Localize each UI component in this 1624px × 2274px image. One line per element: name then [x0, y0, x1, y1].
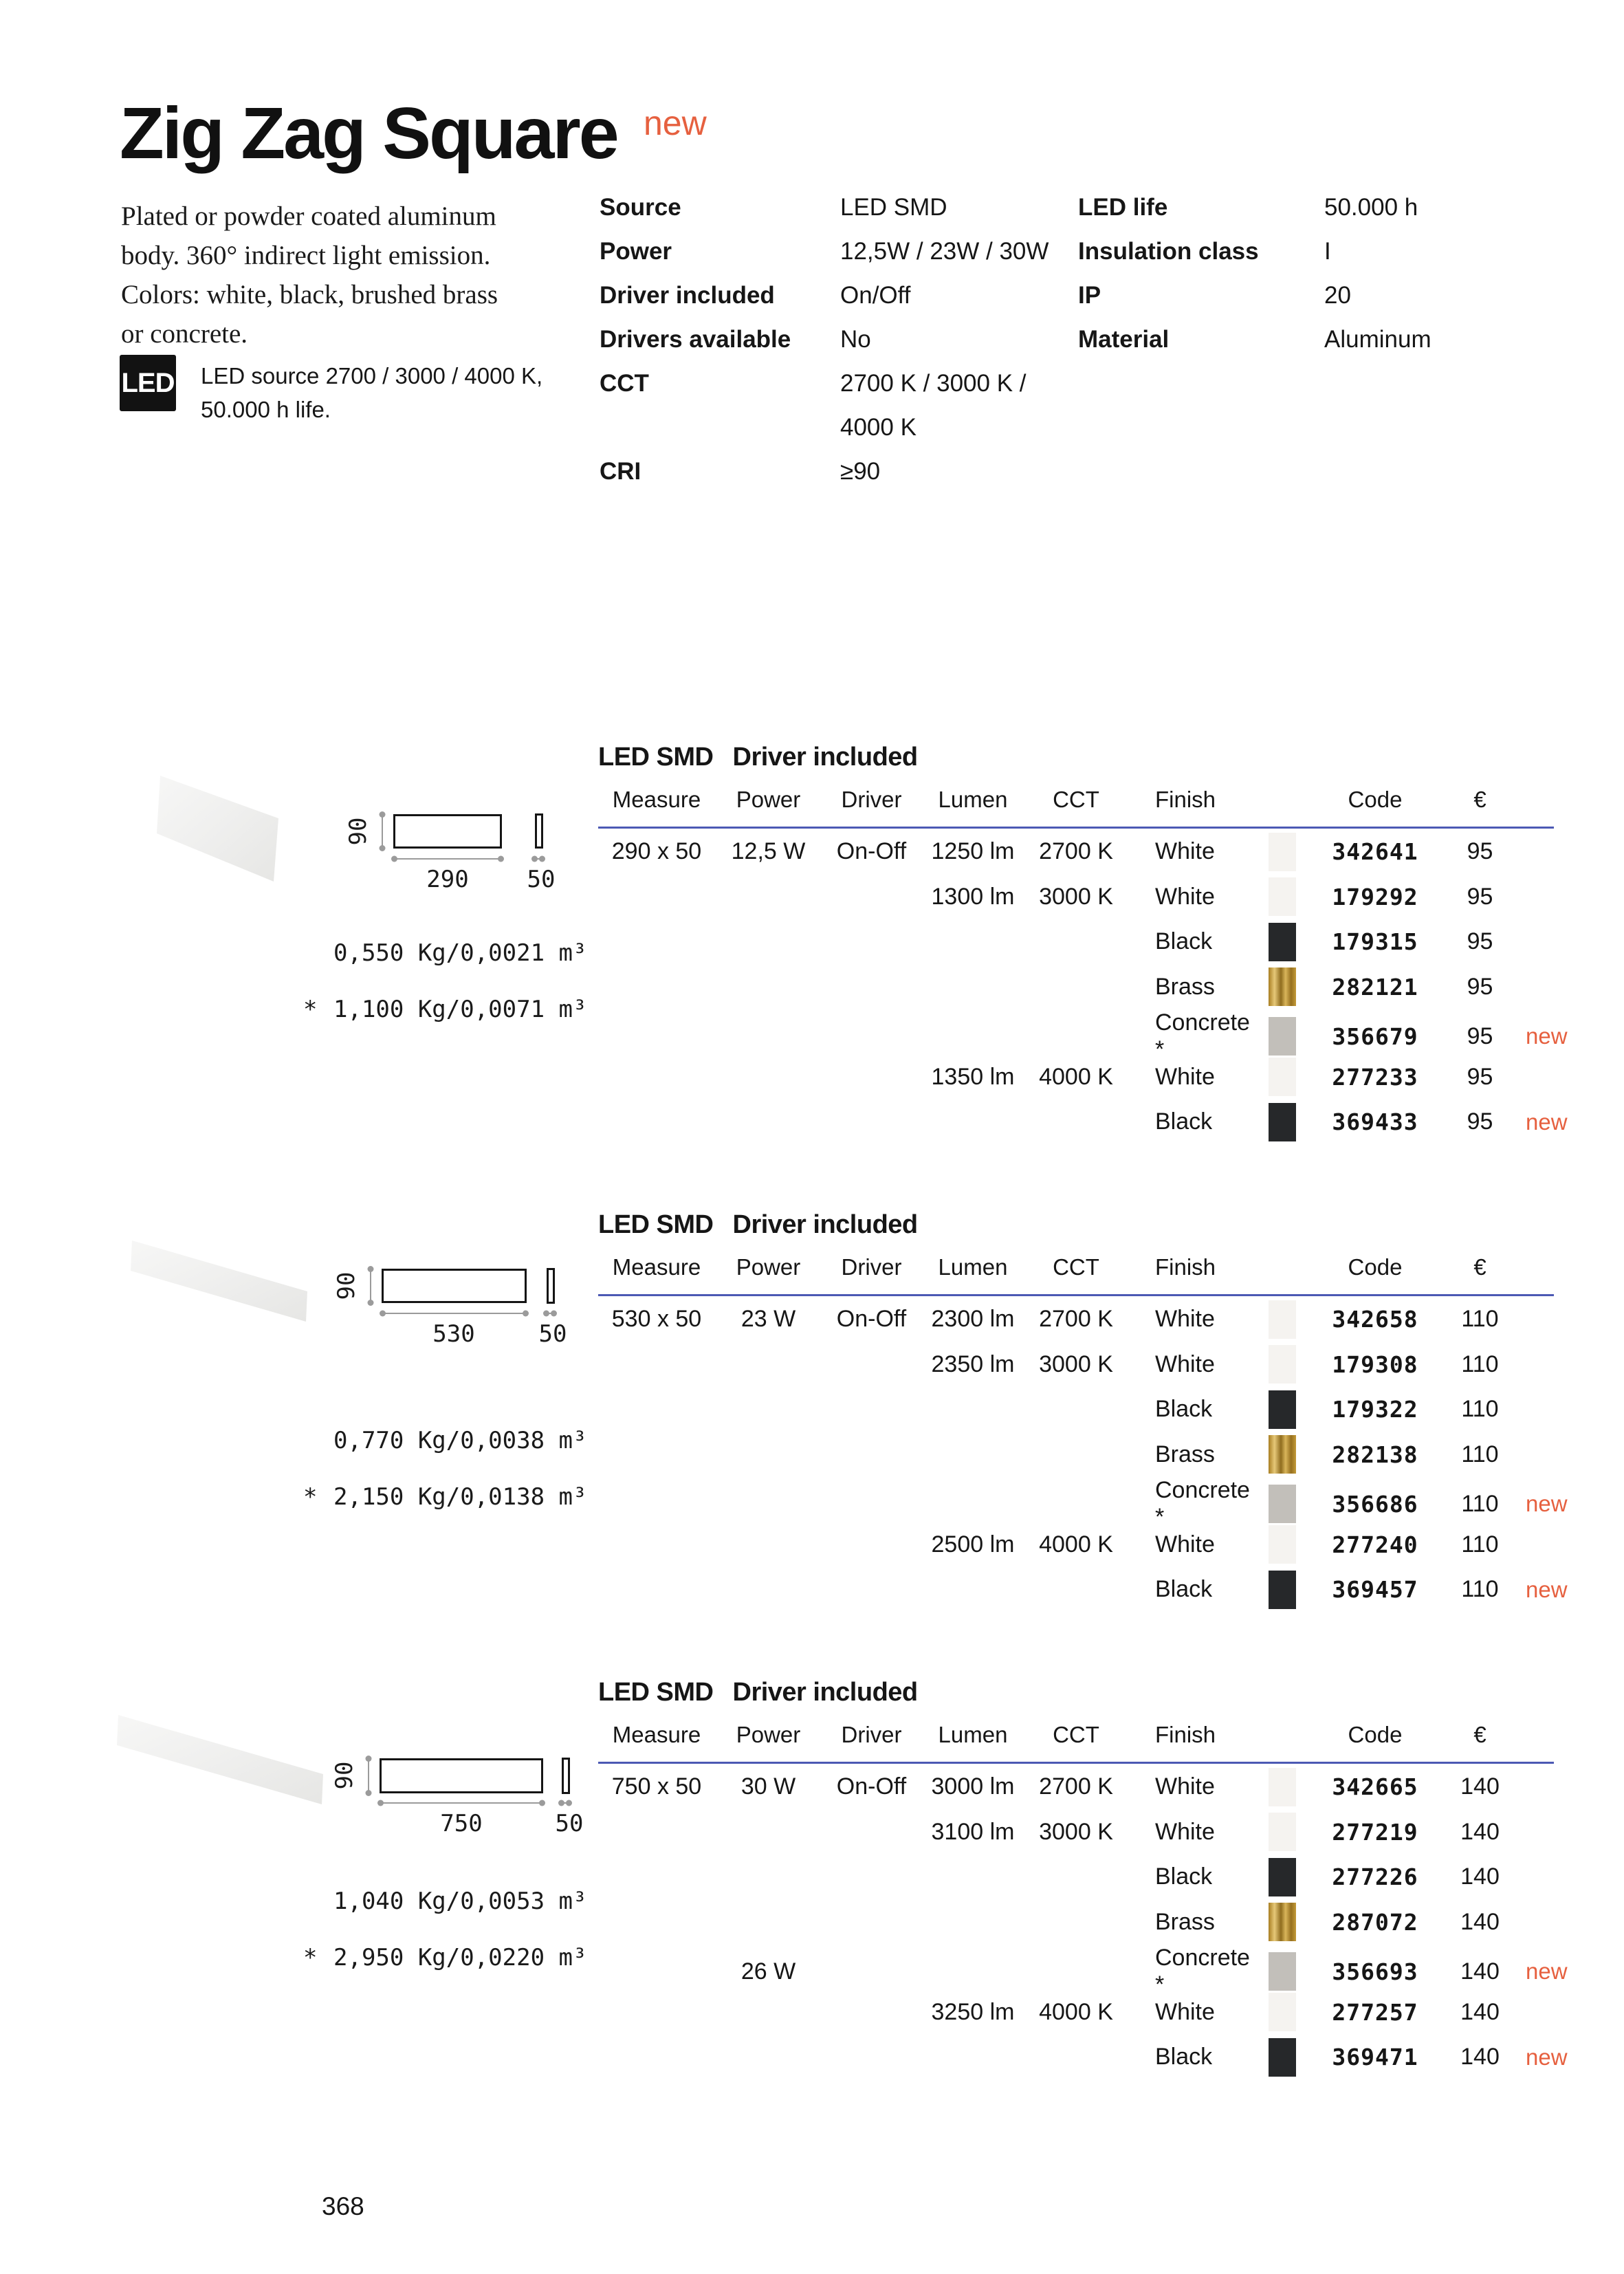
spec-value: No: [840, 326, 871, 353]
cell-finish: Black: [1155, 928, 1213, 955]
cell-finish: Black: [1155, 1863, 1213, 1890]
cell-finish: White: [1155, 883, 1215, 910]
table-header: [598, 787, 1602, 813]
spec-label: LED life: [1078, 194, 1168, 221]
table-rows: [598, 1764, 1602, 2080]
white-swatch: [1269, 1058, 1296, 1096]
table-row: [598, 1945, 1602, 1998]
cell-measure: 530 x 50: [611, 1306, 702, 1333]
cell-finish: White: [1155, 1818, 1215, 1845]
cell-lumen: 2300 lm: [931, 1306, 1015, 1333]
new-tag: new: [1526, 1108, 1568, 1135]
spec-label: Insulation class: [1078, 238, 1259, 265]
cell-cct: 3000 K: [1039, 1351, 1113, 1377]
cell-power: 30 W: [740, 1773, 796, 1800]
cell-price: 95: [1467, 928, 1493, 955]
column-header: Driver: [841, 1254, 902, 1280]
cell-cct: 4000 K: [1039, 1531, 1113, 1557]
black-swatch: [1269, 1103, 1296, 1141]
column-header: Driver: [841, 787, 902, 812]
cell-power: 12,5 W: [731, 838, 806, 865]
cell-code: 277226: [1332, 1863, 1418, 1891]
table-row: [598, 1387, 1602, 1432]
spec-label: CCT: [600, 370, 649, 397]
weight-gross: * 2,150 Kg/0,0138 m³: [303, 1483, 587, 1511]
height-dim-label: 90: [333, 1271, 360, 1300]
depth-dim-label: 50: [555, 1810, 584, 1837]
cell-code: 179315: [1332, 928, 1418, 956]
table-row: [598, 1297, 1602, 1342]
table-row: [598, 1855, 1602, 1900]
table-rows: [598, 1297, 1602, 1612]
spec-label: Material: [1078, 326, 1170, 353]
white-swatch: [1269, 1813, 1296, 1851]
cell-lumen: 1350 lm: [931, 1063, 1015, 1090]
cell-cct: 2700 K: [1039, 1306, 1113, 1333]
black-swatch: [1269, 1571, 1296, 1609]
cell-finish: Black: [1155, 1108, 1213, 1135]
cell-cct: 3000 K: [1039, 883, 1113, 910]
depth-dim-label: 50: [527, 866, 556, 893]
spec-label: Driver included: [600, 282, 775, 309]
cell-price: 140: [1460, 1863, 1500, 1890]
brass-swatch: [1269, 967, 1296, 1006]
table-row: [598, 1764, 1602, 1810]
cell-price: 110: [1461, 1396, 1499, 1423]
cell-finish: Concrete *: [1155, 1945, 1250, 1998]
column-header: Measure: [612, 1254, 701, 1280]
cell-finish: Black: [1155, 1576, 1213, 1603]
description-line: body. 360° indirect light emission.: [121, 241, 491, 270]
cell-finish: Concrete *: [1155, 1009, 1250, 1062]
finish-swatch-cell: [1251, 1300, 1313, 1339]
cell-power: 23 W: [740, 1306, 796, 1333]
cell-code: 179292: [1332, 883, 1418, 910]
spec-value: Aluminum: [1324, 326, 1431, 353]
black-swatch: [1269, 2038, 1296, 2077]
height-dim-label: 90: [344, 817, 372, 846]
cell-price: 95: [1467, 1108, 1493, 1135]
column-header: Code: [1348, 1722, 1403, 1747]
weight-gross: * 1,100 Kg/0,0071 m³: [303, 996, 587, 1023]
cell-price: 110: [1461, 1531, 1499, 1557]
column-header: CCT: [1053, 1254, 1099, 1280]
height-dim-line: [382, 814, 383, 849]
cell-code: 356679: [1332, 1023, 1418, 1050]
description-line: Plated or powder coated aluminum: [121, 201, 496, 231]
black-swatch: [1269, 1390, 1296, 1429]
finish-swatch-cell: [1251, 1058, 1313, 1096]
cell-code: 282121: [1332, 973, 1418, 1001]
description-line: or concrete.: [121, 319, 248, 349]
cell-code: 369471: [1332, 2044, 1418, 2071]
column-header: Lumen: [938, 1254, 1008, 1280]
cell-lumen: 3000 lm: [931, 1773, 1015, 1800]
product-photo: [127, 1234, 313, 1334]
product-photo: [144, 769, 282, 893]
column-header: [1251, 1722, 1313, 1748]
finish-swatch-cell: [1251, 1858, 1313, 1896]
spec-value: On/Off: [840, 282, 911, 309]
cell-cct: 4000 K: [1039, 1063, 1113, 1090]
table-header: [598, 1254, 1602, 1280]
cell-price: 140: [1460, 1773, 1500, 1800]
cell-finish: White: [1155, 1531, 1215, 1557]
finish-swatch-cell: [1251, 1525, 1313, 1564]
led-badge: [120, 355, 176, 411]
white-swatch: [1269, 1768, 1296, 1806]
asterisk: *: [303, 1483, 318, 1511]
length-dim-line: [393, 858, 502, 860]
cell-lumen: 3100 lm: [931, 1818, 1015, 1845]
weights: [303, 1888, 587, 1971]
length-dim-line: [380, 1802, 543, 1804]
table-row: [598, 1432, 1602, 1478]
table-row: [598, 965, 1602, 1010]
cell-finish: Brass: [1155, 1441, 1215, 1467]
new-tag: new: [1526, 1491, 1568, 1516]
cell-cct: 4000 K: [1039, 1998, 1113, 2025]
brass-swatch: [1269, 1903, 1296, 1941]
length-dim-line: [382, 1313, 527, 1314]
cell-price: 140: [1460, 2044, 1500, 2070]
new-tag: new: [1526, 1958, 1568, 1984]
cell-cct: 2700 K: [1039, 838, 1113, 865]
product-section: [0, 1196, 1624, 1664]
cell-measure: 290 x 50: [611, 838, 702, 865]
table-row: [598, 1055, 1602, 1100]
length-dim-label: 290: [426, 866, 469, 893]
column-header: Code: [1348, 1254, 1403, 1280]
depth-dim-line: [545, 1313, 555, 1314]
height-dim-label: 90: [331, 1761, 358, 1790]
cell-driver: On-Off: [836, 838, 907, 865]
cell-code: 369433: [1332, 1108, 1418, 1136]
spec-value: 20: [1324, 282, 1351, 309]
weight-net: 0,770 Kg/0,0038 m³: [333, 1427, 587, 1454]
finish-swatch-cell: [1251, 1768, 1313, 1806]
column-header: [1523, 1722, 1602, 1748]
spec-value: 50.000 h: [1324, 194, 1418, 221]
table-header: [598, 1722, 1602, 1748]
finish-swatch-cell: [1251, 877, 1313, 916]
description-line: Colors: white, black, brushed brass: [121, 280, 498, 309]
cell-finish: White: [1155, 838, 1215, 865]
cell-code: 179322: [1332, 1396, 1418, 1423]
cell-finish: White: [1155, 1998, 1215, 2025]
led-badge-text-line: 50.000 h life.: [201, 397, 331, 422]
column-header: Power: [736, 1254, 801, 1280]
cell-code: 369457: [1332, 1576, 1418, 1604]
cell-finish: Black: [1155, 1396, 1213, 1423]
white-swatch: [1269, 1525, 1296, 1564]
header-rule: [598, 1294, 1554, 1296]
cell-finish: Brass: [1155, 973, 1215, 1000]
finish-swatch-cell: [1251, 1435, 1313, 1474]
concrete-swatch: [1269, 1017, 1296, 1056]
finish-swatch-cell: [1251, 2038, 1313, 2077]
depth-dim-label: 50: [538, 1320, 567, 1348]
front-view: [380, 1758, 543, 1793]
spec-label: IP: [1078, 282, 1101, 309]
page-title: Zig Zag Square: [120, 93, 617, 174]
spec-value: 12,5W / 23W / 30W: [840, 238, 1049, 265]
height-dim-line: [368, 1758, 369, 1793]
concrete-swatch: [1269, 1485, 1296, 1523]
table-row: [598, 919, 1602, 965]
white-swatch: [1269, 1300, 1296, 1339]
side-view: [535, 813, 543, 849]
cell-price: 110: [1461, 1306, 1499, 1333]
new-tag: new: [1526, 1023, 1568, 1049]
finish-swatch-cell: [1251, 967, 1313, 1006]
asterisk: *: [303, 996, 318, 1023]
front-view: [393, 814, 502, 849]
table-row: [598, 1900, 1602, 1945]
table-row: [598, 1477, 1602, 1530]
cell-code: 356686: [1332, 1490, 1418, 1518]
column-header: Measure: [612, 1722, 701, 1747]
concrete-swatch: [1269, 1952, 1296, 1991]
weights: [303, 1427, 587, 1511]
finish-swatch-cell: [1251, 1903, 1313, 1941]
cell-price: 110: [1461, 1490, 1499, 1517]
cell-finish: Black: [1155, 2044, 1213, 2070]
column-header: [1523, 1254, 1602, 1280]
white-swatch: [1269, 1345, 1296, 1384]
finish-swatch-cell: [1251, 833, 1313, 871]
white-swatch: [1269, 877, 1296, 916]
table-rows: [598, 829, 1602, 1145]
cell-lumen: 2500 lm: [931, 1531, 1015, 1557]
cell-code: 287072: [1332, 1908, 1418, 1936]
led-badge-text-line: LED source 2700 / 3000 / 4000 K,: [201, 363, 543, 389]
section-title: LED SMD Driver included: [598, 1210, 918, 1239]
section-title: LED SMD Driver included: [598, 1678, 918, 1707]
cell-code: 277240: [1332, 1531, 1418, 1558]
column-header: Power: [736, 787, 801, 812]
depth-dim-line: [560, 1802, 570, 1804]
cell-price: 140: [1460, 1908, 1500, 1935]
product-section: [0, 729, 1624, 1196]
black-swatch: [1269, 1858, 1296, 1896]
section-title: LED SMD Driver included: [598, 743, 918, 772]
cell-cct: 3000 K: [1039, 1818, 1113, 1845]
cell-code: 356693: [1332, 1958, 1418, 1985]
finish-swatch-cell: [1251, 1103, 1313, 1141]
brass-swatch: [1269, 1435, 1296, 1474]
side-view: [562, 1758, 570, 1794]
table-row: [598, 1342, 1602, 1388]
column-header: Power: [736, 1722, 801, 1747]
side-view: [547, 1268, 555, 1304]
product-description: [121, 197, 498, 353]
cell-price: 140: [1460, 1958, 1500, 1985]
column-header: [1523, 787, 1602, 813]
weight-gross: * 2,950 Kg/0,0220 m³: [303, 1944, 587, 1971]
header-rule: [598, 1762, 1554, 1764]
spec-value: ≥90: [840, 458, 881, 485]
table-row: [598, 2035, 1602, 2080]
spec-value: I: [1324, 238, 1331, 265]
white-swatch: [1269, 833, 1296, 871]
cell-driver: On-Off: [836, 1773, 907, 1800]
column-header: €: [1473, 1254, 1486, 1280]
asterisk: *: [303, 1944, 318, 1971]
table-row: [598, 829, 1602, 875]
spec-label: Drivers available: [600, 326, 791, 353]
finish-swatch-cell: [1251, 1813, 1313, 1851]
cell-price: 95: [1467, 838, 1493, 865]
cell-price: 95: [1467, 1063, 1493, 1090]
led-badge-label: LED: [121, 367, 175, 398]
cell-price: 140: [1460, 1998, 1500, 2025]
cell-finish: Brass: [1155, 1908, 1215, 1935]
cell-power: 26 W: [740, 1958, 796, 1985]
product-section: [0, 1664, 1624, 2132]
product-photo: [113, 1711, 327, 1811]
cell-finish: White: [1155, 1773, 1215, 1800]
finish-swatch-cell: [1251, 1345, 1313, 1384]
spec-value: 4000 K: [840, 414, 917, 441]
column-header: [1251, 787, 1313, 813]
finish-swatch-cell: [1251, 1993, 1313, 2031]
length-dim-label: 530: [432, 1320, 475, 1348]
spec-label: Power: [600, 238, 672, 265]
finish-swatch-cell: [1251, 1017, 1313, 1056]
depth-dim-line: [534, 858, 543, 860]
cell-code: 179308: [1332, 1351, 1418, 1378]
cell-price: 110: [1461, 1441, 1499, 1467]
cell-price: 110: [1461, 1351, 1499, 1377]
height-dim-line: [370, 1269, 371, 1303]
cell-price: 95: [1467, 1023, 1493, 1049]
column-header: [1251, 1254, 1313, 1280]
finish-swatch-cell: [1251, 1571, 1313, 1609]
column-header: Finish: [1155, 1254, 1216, 1280]
cell-price: 95: [1467, 883, 1493, 910]
column-header: Code: [1348, 787, 1403, 812]
cell-lumen: 2350 lm: [931, 1351, 1015, 1377]
cell-price: 95: [1467, 973, 1493, 1000]
header-rule: [598, 827, 1554, 829]
column-header: €: [1473, 787, 1486, 812]
page-number: 368: [322, 2192, 364, 2220]
column-header: Driver: [841, 1722, 902, 1747]
cell-lumen: 1300 lm: [931, 883, 1015, 910]
length-dim-label: 750: [440, 1810, 483, 1837]
white-swatch: [1269, 1993, 1296, 2031]
column-header: €: [1473, 1722, 1486, 1747]
cell-lumen: 1250 lm: [931, 838, 1015, 865]
cell-finish: White: [1155, 1063, 1215, 1090]
cell-code: 342665: [1332, 1773, 1418, 1801]
table-row: [598, 1810, 1602, 1855]
cell-code: 277219: [1332, 1818, 1418, 1846]
finish-swatch-cell: [1251, 1952, 1313, 1991]
cell-finish: White: [1155, 1351, 1215, 1377]
cell-code: 282138: [1332, 1441, 1418, 1468]
cell-code: 277233: [1332, 1063, 1418, 1091]
weight-net: 0,550 Kg/0,0021 m³: [333, 939, 587, 967]
weight-net: 1,040 Kg/0,0053 m³: [333, 1888, 587, 1915]
spec-value: 2700 K / 3000 K /: [840, 370, 1027, 397]
table-row: [598, 1990, 1602, 2035]
cell-measure: 750 x 50: [611, 1773, 702, 1800]
finish-swatch-cell: [1251, 1485, 1313, 1523]
new-tag: new: [1526, 1576, 1568, 1602]
column-header: Lumen: [938, 1722, 1008, 1747]
finish-swatch-cell: [1251, 923, 1313, 961]
cell-finish: Concrete *: [1155, 1477, 1250, 1530]
table-row: [598, 1100, 1602, 1145]
spec-value: LED SMD: [840, 194, 947, 221]
table-row: [598, 875, 1602, 920]
column-header: Measure: [612, 787, 701, 812]
led-badge-text: [201, 359, 542, 426]
column-header: CCT: [1053, 1722, 1099, 1747]
cell-code: 342641: [1332, 838, 1418, 866]
spec-label: Source: [600, 194, 681, 221]
table-row: [598, 1567, 1602, 1612]
front-view: [382, 1269, 527, 1303]
cell-price: 140: [1460, 1818, 1500, 1845]
cell-code: 342658: [1332, 1306, 1418, 1333]
cell-price: 110: [1461, 1576, 1499, 1603]
weights: [303, 939, 587, 1023]
black-swatch: [1269, 923, 1296, 961]
column-header: Finish: [1155, 1722, 1216, 1747]
column-header: CCT: [1053, 787, 1099, 812]
new-badge: new: [644, 104, 707, 142]
table-row: [598, 1522, 1602, 1568]
finish-swatch-cell: [1251, 1390, 1313, 1429]
column-header: Finish: [1155, 787, 1216, 812]
cell-finish: White: [1155, 1306, 1215, 1333]
cell-code: 277257: [1332, 1998, 1418, 2026]
table-row: [598, 1009, 1602, 1062]
new-tag: new: [1526, 2044, 1568, 2070]
column-header: Lumen: [938, 787, 1008, 812]
cell-driver: On-Off: [836, 1306, 907, 1333]
cell-lumen: 3250 lm: [931, 1998, 1015, 2025]
spec-label: CRI: [600, 458, 641, 485]
cell-cct: 2700 K: [1039, 1773, 1113, 1800]
